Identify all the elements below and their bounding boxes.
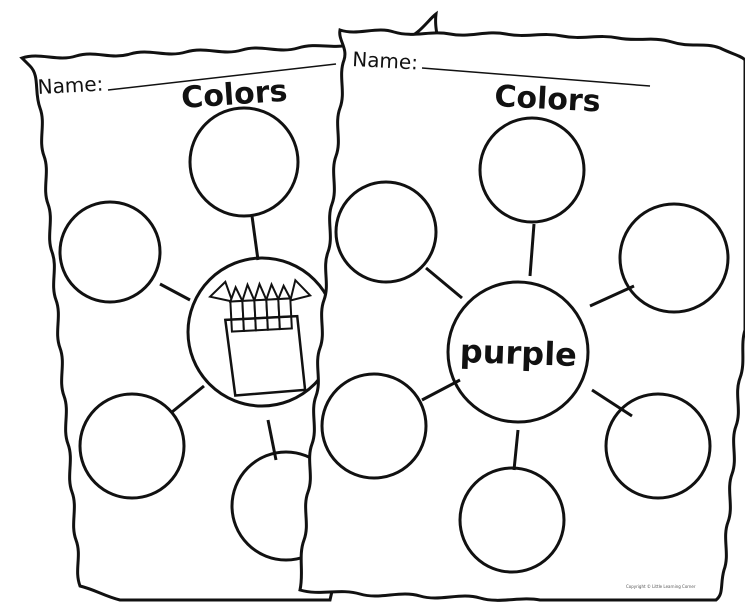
worksheet-front-center-word: purple <box>459 331 578 375</box>
worksheet-back-name-label: Name: <box>37 71 104 99</box>
worksheet-back-title: Colors <box>180 73 289 116</box>
worksheet-front <box>300 30 745 600</box>
worksheet-front-border <box>300 30 745 600</box>
worksheet-front-copyright: Copyright © Little Learning Corner <box>626 584 696 589</box>
worksheet-front-name-label: Name: <box>351 47 419 75</box>
worksheet-front-title: Colors <box>493 79 602 120</box>
